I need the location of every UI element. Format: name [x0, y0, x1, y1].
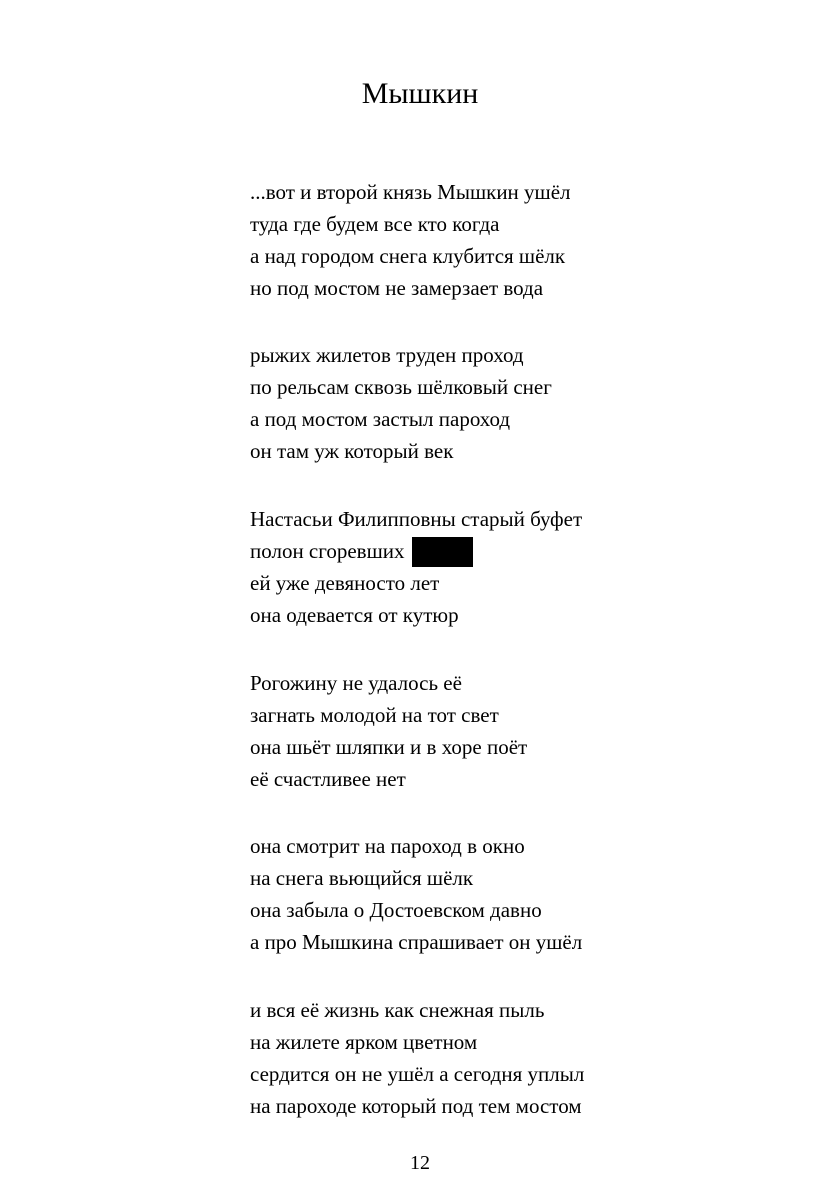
poem-line: она забыла о Достоевском давно — [250, 898, 542, 922]
poem-line: загнать молодой на тот свет — [250, 703, 499, 727]
poem-title: Мышкин — [361, 77, 479, 110]
poem-line: её счастливее нет — [250, 767, 406, 791]
stanza-6 — [250, 994, 584, 1122]
stanza-3 — [250, 503, 582, 631]
poem-line: ...вот и второй князь Мышкин ушёл — [250, 180, 571, 204]
poem-line: ей уже девяносто лет — [250, 571, 440, 595]
poem-line: она одевается от кутюр — [250, 603, 459, 627]
stanza-1 — [250, 176, 571, 304]
poem-line: она шьёт шляпки и в хоре поёт — [250, 735, 528, 759]
poem-line: на снега вьющийся шёлк — [250, 866, 474, 890]
poem-line: на жилете ярком цветном — [250, 1030, 478, 1054]
redaction-block — [412, 537, 473, 567]
poem-line: а про Мышкина спрашивает он ушёл — [250, 930, 583, 954]
poem-line: он там уж который век — [250, 439, 454, 463]
poem-line: она смотрит на пароход в окно — [250, 834, 525, 858]
poem-line: рыжих жилетов труден проход — [250, 343, 524, 367]
stanza-2 — [250, 339, 552, 467]
stanza-4 — [250, 667, 527, 795]
stanza-5 — [250, 830, 582, 958]
poem-line: туда где будем все кто когда — [250, 212, 500, 236]
poem-line: а над городом снега клубится шёлк — [250, 244, 566, 268]
poem-line: Рогожину не удалось её — [250, 671, 462, 695]
poem-line: по рельсам сквозь шёлковый снег — [250, 375, 552, 399]
poem-line: сердится он не ушёл а сегодня уплыл — [250, 1062, 585, 1086]
poem-line: Настасьи Филипповны старый буфет — [250, 507, 583, 531]
poem-line: а под мостом застыл пароход — [250, 407, 511, 431]
page-number: 12 — [410, 1152, 430, 1174]
poem-line: но под мостом не замерзает вода — [250, 276, 544, 300]
poem-line-with-redaction — [250, 535, 582, 567]
poem-line: на пароходе который под тем мостом — [250, 1094, 582, 1118]
poem-line-text: полон сгоревших — [250, 539, 405, 563]
poem-line: и вся её жизнь как снежная пыль — [250, 998, 545, 1022]
